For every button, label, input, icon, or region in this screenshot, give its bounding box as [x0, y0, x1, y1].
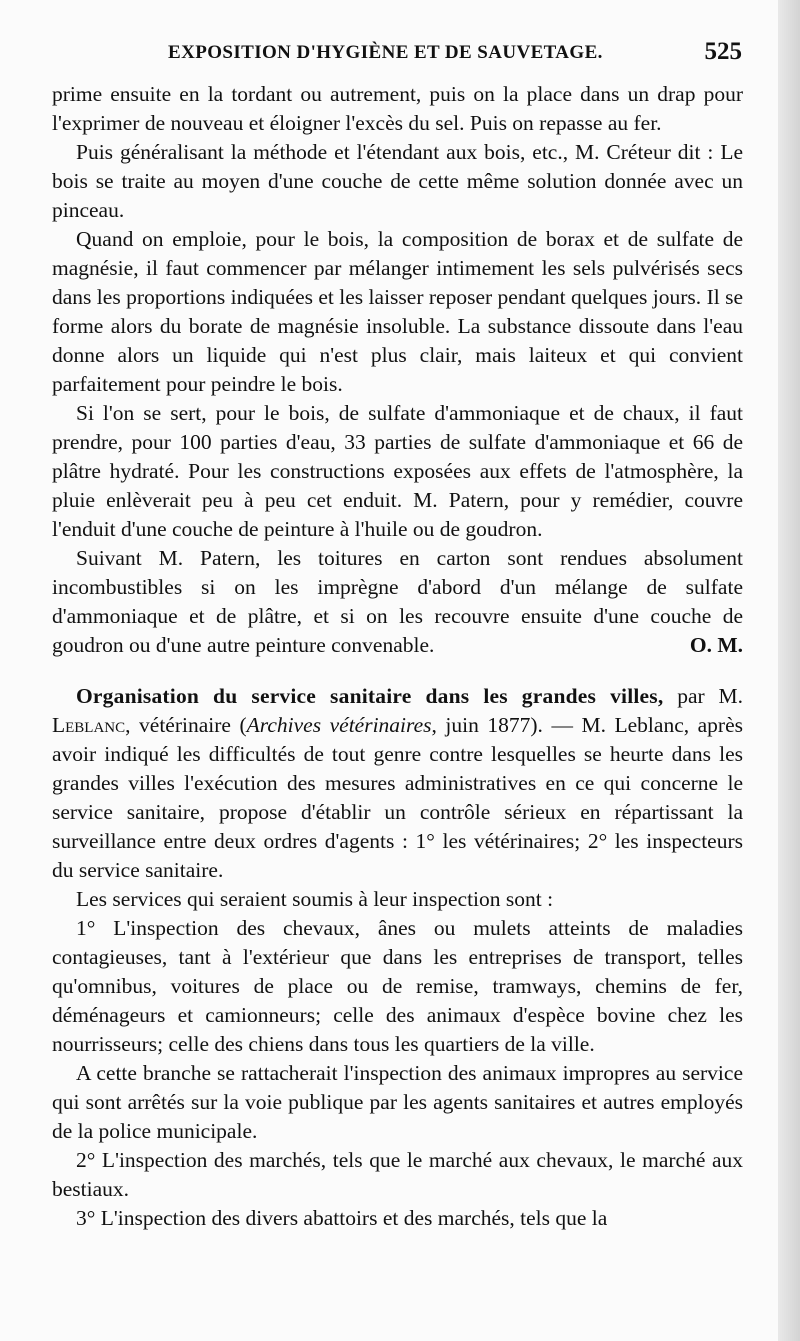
author-initials: O. M. — [689, 633, 743, 657]
article-heading — [52, 682, 743, 885]
article-intro: M. Leblanc, après avoir indiqué les difficultés de tout genre contre lesquelles se heurte dans les grandes villes l'exécution des mesures administratives en ce qui concerne le service sanitaire, propose d'établir un contrôle sérieux en répartissant la surveillance entre deux ordres d'agents : 1° les vétérinaires; 2° les inspecteurs du service sanitaire. — [52, 713, 744, 882]
paragraph-item-1: 1° L'inspection des chevaux, ânes ou mulets atteints de maladies contagieuses, tant à l'extérieur que dans les entreprises de transport, telles qu'omnibus, voitures de place ou de remise, tramways, chemins de fer, déménageurs et camionneurs; celle des animaux d'espèce bovine chez les nourrisseurs; celle des chiens dans tous les quartiers de la ville. — [52, 916, 743, 1056]
page-number: 525 — [704, 38, 742, 65]
paragraph-branch: A cette branche se rattacherait l'inspection des animaux impropres au service qui sont arrêtés sur la voie publique par les agents sanitaires et autres employés de la police municipale. — [52, 1061, 743, 1143]
author-name: Leblanc — [52, 713, 126, 737]
byline-middle: , vétérinaire ( — [125, 713, 247, 737]
paragraph-item-3: 3° L'inspection des divers abattoirs et des marchés, tels que la — [76, 1206, 608, 1230]
paragraph-cardboard-roofs — [52, 544, 743, 660]
section-break — [52, 660, 743, 682]
paragraph-item-2: 2° L'inspection des marchés, tels que le marché aux chevaux, le marché aux bestiaux. — [52, 1148, 743, 1201]
paragraph-wood-method: Puis généralisant la méthode et l'étendant aux bois, etc., M. Créteur dit : Le bois se traite au moyen d'une couche de cette même solution donnée avec un pinceau. — [52, 140, 743, 222]
paragraph-ammonium-sulfate: Si l'on se sert, pour le bois, de sulfate d'ammoniaque et de chaux, il faut prendre, pour 100 parties d'eau, 33 parties de sulfate d'ammoniaque et 66 de plâtre hydraté. Pour les constructions exposées aux effets de l'atmosphère, la pluie enlèverait peu à peu cet enduit. M. Patern, pour y remédier, couvre l'enduit d'une couche de peinture à l'huile ou de goudron. — [52, 401, 743, 541]
text-column — [52, 80, 743, 1233]
paragraph-continuation: prime ensuite en la tordant ou autrement, puis on la place dans un drap pour l'exprimer de nouveau et éloigner l'excès du sel. Puis on repasse au fer. — [52, 82, 743, 135]
paragraph-borax-magnesia: Quand on emploie, pour le bois, la composition de borax et de sulfate de magnésie, il faut commencer par mélanger intimement les sels pulvérisés secs dans les proportions indiquées et les laisser reposer pendant quelques jours. Il se forme alors du borate de magnésie insoluble. La substance dissoute dans l'eau donne alors un liquide qui n'est plus clair, mais laiteux et qui convient parfaitement pour peindre le bois. — [52, 227, 743, 396]
paragraph-services: Les services qui seraient soumis à leur inspection sont : — [76, 887, 554, 911]
page-edge-shadow — [778, 0, 800, 1341]
source-journal: Archives vétérinaires — [246, 713, 432, 737]
article-title: Organisation du service sanitaire dans les grandes villes, — [76, 684, 664, 708]
running-header — [52, 38, 742, 78]
byline-suffix: , juin 1877). — — [431, 713, 573, 737]
byline-prefix: par M. — [677, 684, 743, 708]
running-header-title: EXPOSITION D'HYGIÈNE ET DE SAUVETAGE. — [168, 42, 603, 63]
paragraph-cardboard-roofs-text: Suivant M. Patern, les toitures en carton sont rendues absolument incombustibles si on les imprègne d'abord d'un mélange de sulfate d'ammoniaque et de plâtre, et si on les recouvre ensuite d'une couche de goudron ou d'une autre peinture convenable. — [52, 546, 743, 657]
